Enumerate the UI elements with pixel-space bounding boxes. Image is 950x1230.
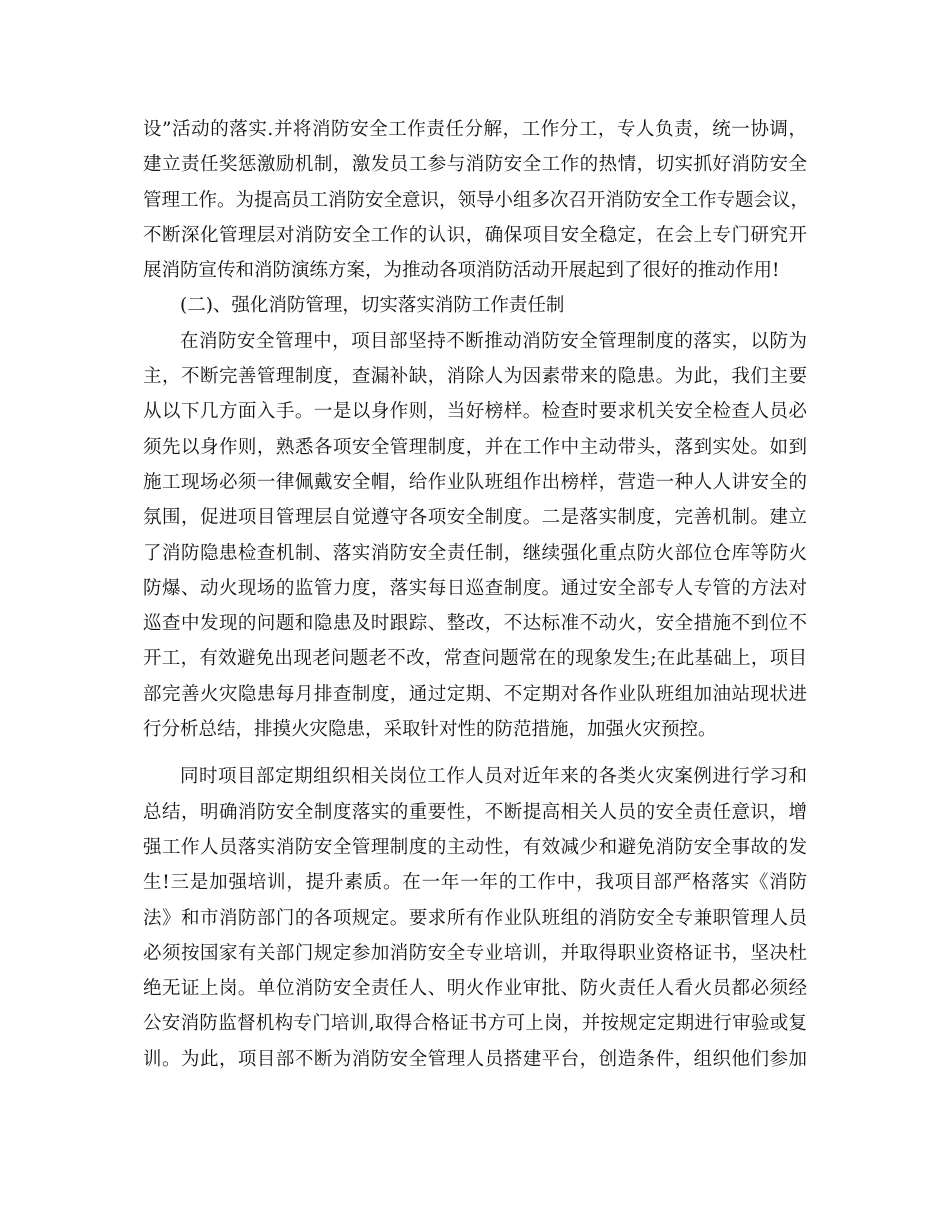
text-line: 主，不断完善管理制度，查漏补缺，消除人为因素带来的隐患。为此，我们主要 (143, 366, 807, 388)
text-line: 强工作人员落实消防安全管理制度的主动性，有效减少和避免消防安全事故的发 (143, 836, 807, 858)
text-line: 须先以身作则，熟悉各项安全管理制度，并在工作中主动带头，落到实处。如到 (143, 436, 807, 458)
text-line: 开工，有效避免出现老问题老不改，常查问题常在的现象发生;在此基础上，项目 (143, 648, 807, 670)
section-heading-text: (二)、强化消防管理，切实落实消防工作责任制 (180, 295, 565, 317)
text-line: 行分析总结，排摸火灾隐患，采取针对性的防范措施，加强火灾预控。 (143, 719, 717, 741)
text-line: 建立责任奖惩激励机制，激发员工参与消防安全工作的热情，切实抓好消防安全 (143, 154, 807, 176)
paragraph-1 (143, 112, 810, 288)
text-line: 从以下几方面入手。一是以身作则，当好榜样。检查时要求机关安全检查人员必 (143, 401, 807, 423)
text-line: 同时项目部定期组织相关岗位工作人员对近年来的各类火灾案例进行学习和 (180, 766, 807, 788)
text-line: 在消防安全管理中，项目部坚持不断推动消防安全管理制度的落实，以防为 (180, 330, 807, 352)
text-line: 部完善火灾隐患每月排查制度，通过定期、不定期对各作业队班组加油站现状进 (143, 683, 807, 705)
text-line: 总结，明确消防安全制度落实的重要性，不断提高相关人员的安全责任意识，增 (143, 801, 807, 823)
text-line: 防爆、动火现场的监管力度，落实每日巡查制度。通过安全部专人专管的方法对 (143, 577, 807, 599)
paragraph-3 (143, 324, 807, 748)
text-line: 了消防隐患检查机制、落实消防安全责任制，继续强化重点防火部位仓库等防火 (143, 542, 807, 564)
text-line: 设”活动的落实.并将消防安全工作责任分解，工作分工，专人负责，统一协调， (143, 119, 807, 140)
text-line: 巡查中发现的问题和隐患及时跟踪、整改，不达标准不动火，安全措施不到位不 (143, 613, 807, 635)
text-line: 不断深化管理层对消防安全工作的认识，确保项目安全稳定，在会上专门研究开 (143, 224, 807, 246)
text-line: 必须按国家有关部门规定参加消防安全专业培训，并取得职业资格证书，坚决杜 (143, 942, 807, 964)
text-line: 训。为此，项目部不断为消防安全管理人员搭建平台，创造条件，组织他们参加 (143, 1048, 807, 1070)
text-line: 展消防宣传和消防演练方案，为推动各项消防活动开展起到了很好的推动作用! (143, 260, 780, 282)
text-line: 氛围，促进项目管理层自觉遵守各项安全制度。二是落实制度，完善机制。建立 (143, 507, 807, 529)
text-line: 法》和市消防部门的各项规定。要求所有作业队班组的消防安全专兼职管理人员 (143, 907, 807, 929)
paragraph-spacer (143, 747, 807, 759)
text-line: 施工现场必须一律佩戴安全帽，给作业队班组作出榜样，营造一种人人讲安全的 (143, 471, 807, 493)
text-line: 生!三是加强培训，提升素质。在一年一年的工作中，我项目部严格落实《消防 (143, 872, 807, 894)
document-body (143, 112, 810, 1077)
text-line: 绝无证上岗。单位消防安全责任人、明火作业审批、防火责任人看火员都必须经 (143, 978, 807, 1000)
section-heading (143, 288, 807, 323)
text-line: 公安消防监督机构专门培训,取得合格证书方可上岗，并按规定定期进行审验或复 (143, 1013, 807, 1035)
text-line: 管理工作。为提高员工消防安全意识，领导小组多次召开消防安全工作专题会议， (143, 189, 810, 211)
paragraph-4 (143, 759, 807, 1077)
